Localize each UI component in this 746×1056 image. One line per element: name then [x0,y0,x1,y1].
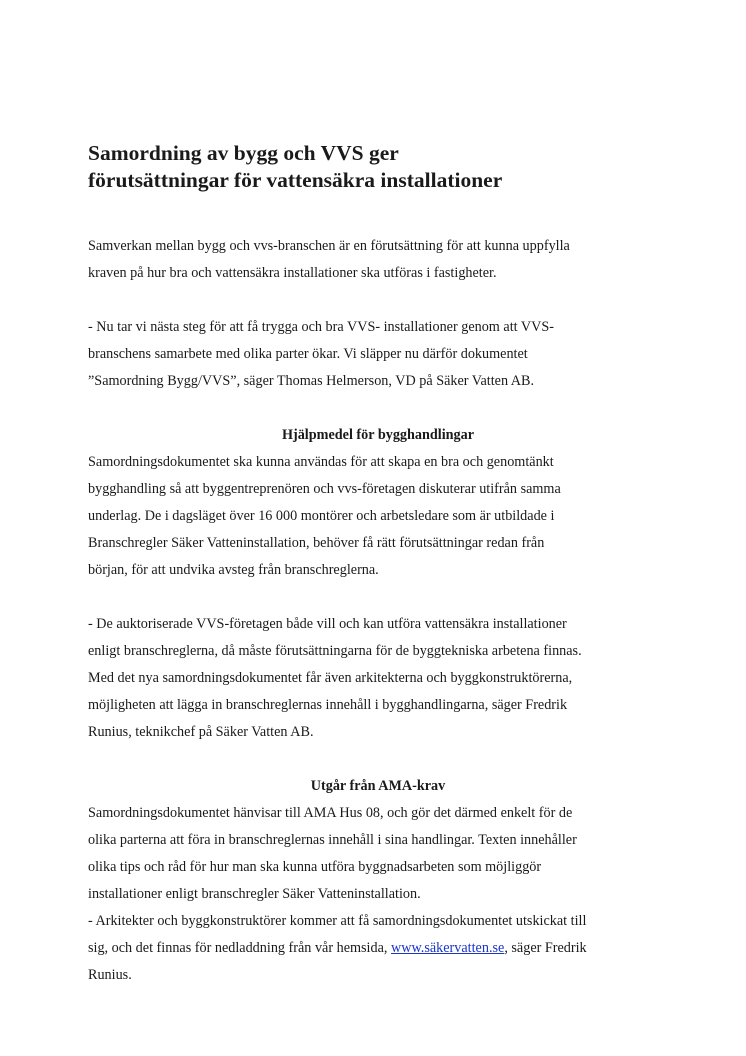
section-heading-ama: Utgår från AMA-krav [310,778,446,794]
quote-paragraph-helmerson: - Nu tar vi nästa steg för att få trygga och bra VVS- installationer genom att VVS- branschens samarbete med olika parter ökar. Vi släpper nu därför dokumentet ”Samordning Bygg/VVS”, säger Thomas Helmerson, VD på Säker Vatten AB. [88,319,554,389]
quote-paragraph-runius: - De auktoriserade VVS-företagen både vill och kan utföra vattensäkra installationer enligt branschreglerna, då måste förutsättningarna för de byggtekniska arbetena finnas. Med det nya samordningsdokumentet får även arkitekterna och byggkonstruktörerna, möjligheten att lägga in branschreglernas innehåll i bygghandlingarna, säger Fredrik Runius, teknikchef på Säker Vatten AB. [88,616,582,740]
document-title [88,140,668,194]
section-heading-hjalpmedel: Hjälpmedel för bygghandlingar [281,427,475,443]
title-line: förutsättningar för vattensäkra installationer [88,168,503,192]
section1-paragraph: Samordningsdokumentet ska kunna användas för att skapa en bra och genomtänkt bygghandling så att byggentreprenören och vvs-företagen diskuterar utifrån samma underlag. De i dagsläget över 16 000 montörer och arbetsledare som är utbildade i Branschregler Säker Vatteninstallation, behöver få rätt förutsättningar redan från början, för att undvika avsteg från branschreglerna. [88,454,561,578]
intro-paragraph: Samverkan mellan bygg och vvs-branschen är en förutsättning för att kunna uppfylla kraven på hur bra och vattensäkra installationer ska utföras i fastigheter. [88,238,570,281]
closing-quote-paragraph: - Arkitekter och byggkonstruktörer kommer att få samordningsdokumentet utskickat till sig, och det finnas för nedladdning från vår hemsida, www.säkervatten.se, säger Fredrik Runius. [88,913,587,983]
title-line: Samordning av bygg och VVS ger [88,141,399,165]
website-link[interactable]: www.säkervatten.se [390,940,505,956]
document-page [88,140,668,989]
section2-paragraph: Samordningsdokumentet hänvisar till AMA Hus 08, och gör det därmed enkelt för de olika parterna att föra in branschreglernas innehåll i sina handlingar. Texten innehåller olika tips och råd för hur man ska kunna utföra byggnadsarbeten som möjliggör installationer enligt branschregler Säker Vatteninstallation. [88,805,577,902]
